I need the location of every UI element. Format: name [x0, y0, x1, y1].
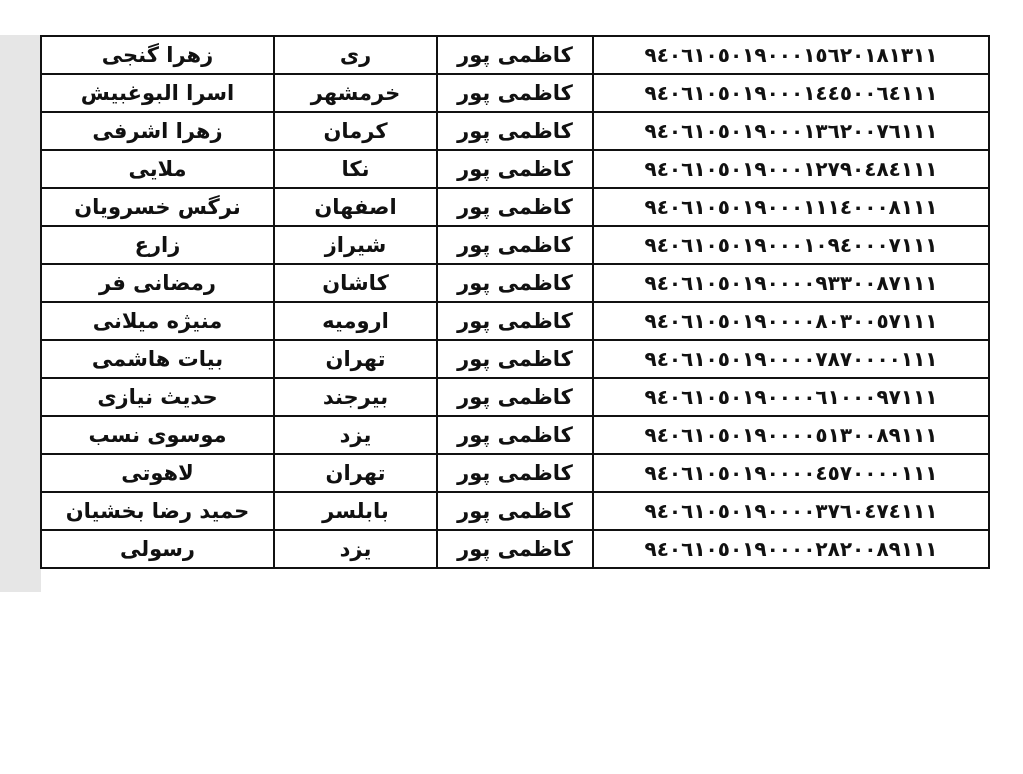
- table-row: [41, 454, 989, 492]
- number-cell: ۹٤۰٦۱۰٥۰۱۹۰۰۰۱۱۱٤۰۰۰۸۱۱۱: [593, 188, 989, 226]
- city-cell: کاشان: [274, 264, 437, 302]
- number-cell: ۹٤۰٦۱۰٥۰۱۹۰۰۰۰۲۸۲۰۰۸۹۱۱۱: [593, 530, 989, 568]
- table-row: [41, 302, 989, 340]
- records-table: [40, 35, 990, 569]
- table-row: [41, 226, 989, 264]
- name-cell: حمید رضا بخشیان: [41, 492, 274, 530]
- label-cell: کاظمی پور: [437, 112, 593, 150]
- name-cell: نرگس خسرویان: [41, 188, 274, 226]
- label-cell: کاظمی پور: [437, 302, 593, 340]
- name-cell: رسولی: [41, 530, 274, 568]
- name-cell: زهرا گنجی: [41, 36, 274, 74]
- name-cell: اسرا البوغبیش: [41, 74, 274, 112]
- name-cell: زهرا اشرفی: [41, 112, 274, 150]
- label-cell: کاظمی پور: [437, 150, 593, 188]
- label-cell: کاظمی پور: [437, 226, 593, 264]
- table-row: [41, 36, 989, 74]
- table-row: [41, 150, 989, 188]
- number-cell: ۹٤۰٦۱۰٥۰۱۹۰۰۰۱۲۷۹۰٤۸٤۱۱۱: [593, 150, 989, 188]
- label-cell: کاظمی پور: [437, 530, 593, 568]
- number-cell: ۹٤۰٦۱۰٥۰۱۹۰۰۰۱۳٦۲۰۰۷٦۱۱۱: [593, 112, 989, 150]
- name-cell: حدیث نیازی: [41, 378, 274, 416]
- left-margin-strip: [0, 35, 41, 592]
- table-row: [41, 492, 989, 530]
- label-cell: کاظمی پور: [437, 264, 593, 302]
- city-cell: ارومیه: [274, 302, 437, 340]
- label-cell: کاظمی پور: [437, 36, 593, 74]
- table-row: [41, 530, 989, 568]
- number-cell: ۹٤۰٦۱۰٥۰۱۹۰۰۰۰۷۸۷۰۰۰۰۱۱۱: [593, 340, 989, 378]
- city-cell: ری: [274, 36, 437, 74]
- name-cell: موسوی نسب: [41, 416, 274, 454]
- label-cell: کاظمی پور: [437, 492, 593, 530]
- city-cell: یزد: [274, 530, 437, 568]
- number-cell: ۹٤۰٦۱۰٥۰۱۹۰۰۰۱٥٦۲۰۱۸۱۳۱۱: [593, 36, 989, 74]
- name-cell: زارع: [41, 226, 274, 264]
- label-cell: کاظمی پور: [437, 74, 593, 112]
- table-row: [41, 264, 989, 302]
- name-cell: منیژه میلانی: [41, 302, 274, 340]
- name-cell: لاهوتی: [41, 454, 274, 492]
- city-cell: یزد: [274, 416, 437, 454]
- city-cell: شیراز: [274, 226, 437, 264]
- label-cell: کاظمی پور: [437, 454, 593, 492]
- city-cell: اصفهان: [274, 188, 437, 226]
- city-cell: نکا: [274, 150, 437, 188]
- records-table-container: [40, 35, 988, 569]
- label-cell: کاظمی پور: [437, 340, 593, 378]
- city-cell: خرمشهر: [274, 74, 437, 112]
- number-cell: ۹٤۰٦۱۰٥۰۱۹۰۰۰۱۰۹٤۰۰۰۷۱۱۱: [593, 226, 989, 264]
- records-table-body: [41, 36, 989, 568]
- table-row: [41, 340, 989, 378]
- city-cell: بیرجند: [274, 378, 437, 416]
- number-cell: ۹٤۰٦۱۰٥۰۱۹۰۰۰۰٤٥۷۰۰۰۰۱۱۱: [593, 454, 989, 492]
- name-cell: بیات هاشمی: [41, 340, 274, 378]
- table-row: [41, 74, 989, 112]
- label-cell: کاظمی پور: [437, 416, 593, 454]
- label-cell: کاظمی پور: [437, 188, 593, 226]
- name-cell: ملایی: [41, 150, 274, 188]
- table-row: [41, 416, 989, 454]
- city-cell: تهران: [274, 340, 437, 378]
- city-cell: بابلسر: [274, 492, 437, 530]
- label-cell: کاظمی پور: [437, 378, 593, 416]
- number-cell: ۹٤۰٦۱۰٥۰۱۹۰۰۰۱٤٤٥۰۰٦٤۱۱۱: [593, 74, 989, 112]
- number-cell: ۹٤۰٦۱۰٥۰۱۹۰۰۰۰٥۱۳۰۰۸۹۱۱۱: [593, 416, 989, 454]
- number-cell: ۹٤۰٦۱۰٥۰۱۹۰۰۰۰۸۰۳۰۰٥۷۱۱۱: [593, 302, 989, 340]
- number-cell: ۹٤۰٦۱۰٥۰۱۹۰۰۰۰٦۱۰۰۰۹۷۱۱۱: [593, 378, 989, 416]
- number-cell: ۹٤۰٦۱۰٥۰۱۹۰۰۰۰۳۷٦۰٤۷٤۱۱۱: [593, 492, 989, 530]
- table-row: [41, 112, 989, 150]
- table-row: [41, 188, 989, 226]
- number-cell: ۹٤۰٦۱۰٥۰۱۹۰۰۰۰۹۳۳۰۰۸۷۱۱۱: [593, 264, 989, 302]
- table-row: [41, 378, 989, 416]
- city-cell: کرمان: [274, 112, 437, 150]
- name-cell: رمضانی فر: [41, 264, 274, 302]
- city-cell: تهران: [274, 454, 437, 492]
